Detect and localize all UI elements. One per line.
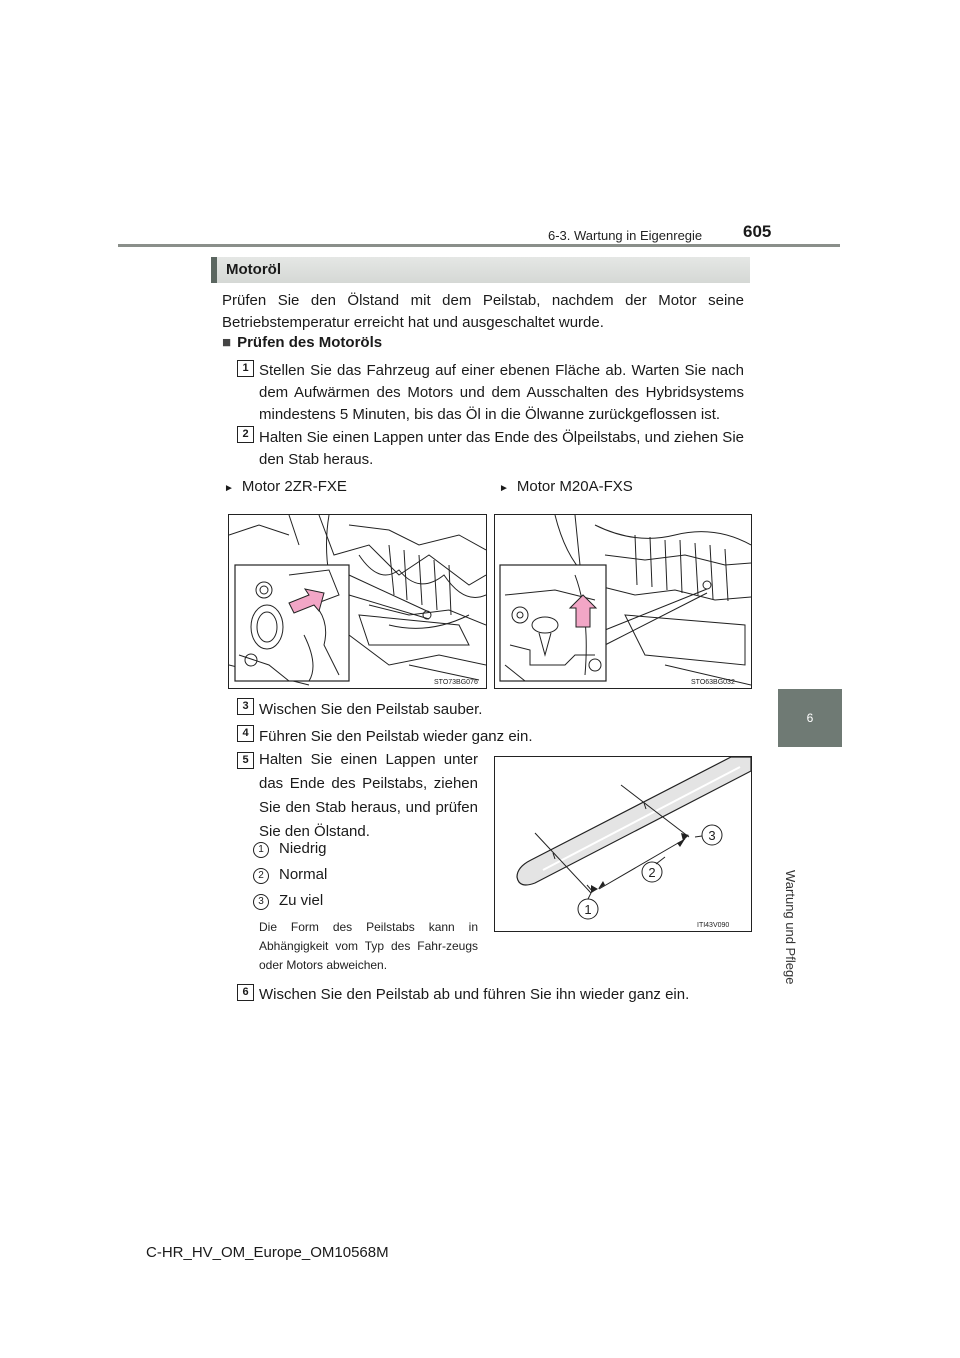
dipstick-figure <box>494 756 752 932</box>
level-low: 1 Niedrig <box>253 840 327 858</box>
dipstick-label-3: 3 <box>708 828 716 843</box>
level-high: 3 Zu viel <box>253 892 323 910</box>
header-rule <box>118 244 840 247</box>
step-number: 4 <box>237 725 254 742</box>
document-footer: C-HR_HV_OM_Europe_OM10568M <box>146 1244 389 1261</box>
dipstick-note: Die Form des Peilstabs kann in Abhängigkeit vom Typ des Fahr-zeugs oder Motors abweichen. <box>259 920 478 972</box>
figure-caption-right: ► Motor M20A-FXS <box>499 478 633 495</box>
subheading-marker: ■ <box>222 334 232 351</box>
chapter-tab[interactable]: 6 <box>778 689 842 747</box>
chapter-label: Wartung und Pflege <box>783 870 798 985</box>
figure-code: STO63BG032 <box>691 679 735 686</box>
section-heading <box>211 257 750 283</box>
dipstick-label-2: 2 <box>648 865 656 880</box>
dipstick-illustration <box>495 757 751 931</box>
figure-code: ITI43V090 <box>697 922 730 929</box>
figure-code: STO73BG076 <box>434 679 478 686</box>
engine-figure-m20a <box>494 514 752 689</box>
figure-caption-left: ► Motor 2ZR-FXE <box>224 478 347 495</box>
step-number: 6 <box>237 984 254 1001</box>
step-text: Stellen Sie das Fahrzeug auf einer ebenen Fläche ab. Warten Sie nach dem Aufwärmen des Motors und dem Ausschalten des Hybridsystems mindestens 5 Minuten, bis das Öl in die Ölwanne zurückgeflossen ist. <box>259 362 744 423</box>
subheading <box>222 334 382 351</box>
page-number: 605 <box>743 222 772 241</box>
step-number: 2 <box>237 426 254 443</box>
step-text: Wischen Sie den Peilstab sauber. <box>259 701 483 718</box>
intro-paragraph: Prüfen Sie den Ölstand mit dem Peilstab, nachdem der Motor seine Betriebstemperatur erreicht hat und ausgeschaltet wurde. <box>222 292 744 331</box>
step-text: Wischen Sie den Peilstab ab und führen Sie ihn wieder ganz ein. <box>259 986 690 1003</box>
step-number: 5 <box>237 752 254 769</box>
step-number: 3 <box>237 698 254 715</box>
engine-figure-2zr <box>228 514 487 689</box>
step-text: Führen Sie den Peilstab wieder ganz ein. <box>259 728 533 745</box>
step-text: Halten Sie einen Lappen unter das Ende des Peilstabs, ziehen Sie den Stab heraus, und prüfen Sie den Ölstand. <box>259 751 478 840</box>
engine-illustration <box>229 515 486 688</box>
subheading-text: Prüfen des Motoröls <box>237 334 383 351</box>
dipstick-label-1: 1 <box>584 902 592 917</box>
step-number: 1 <box>237 360 254 377</box>
section-title: 6-3. Wartung in Eigenregie <box>548 228 703 243</box>
heading-accent <box>211 257 217 283</box>
engine-illustration <box>495 515 751 688</box>
level-normal: 2 Normal <box>253 866 327 884</box>
heading-text: Motoröl <box>226 261 281 278</box>
step-text: Halten Sie einen Lappen unter das Ende des Ölpeilstabs, und ziehen Sie den Stab heraus. <box>259 429 744 468</box>
